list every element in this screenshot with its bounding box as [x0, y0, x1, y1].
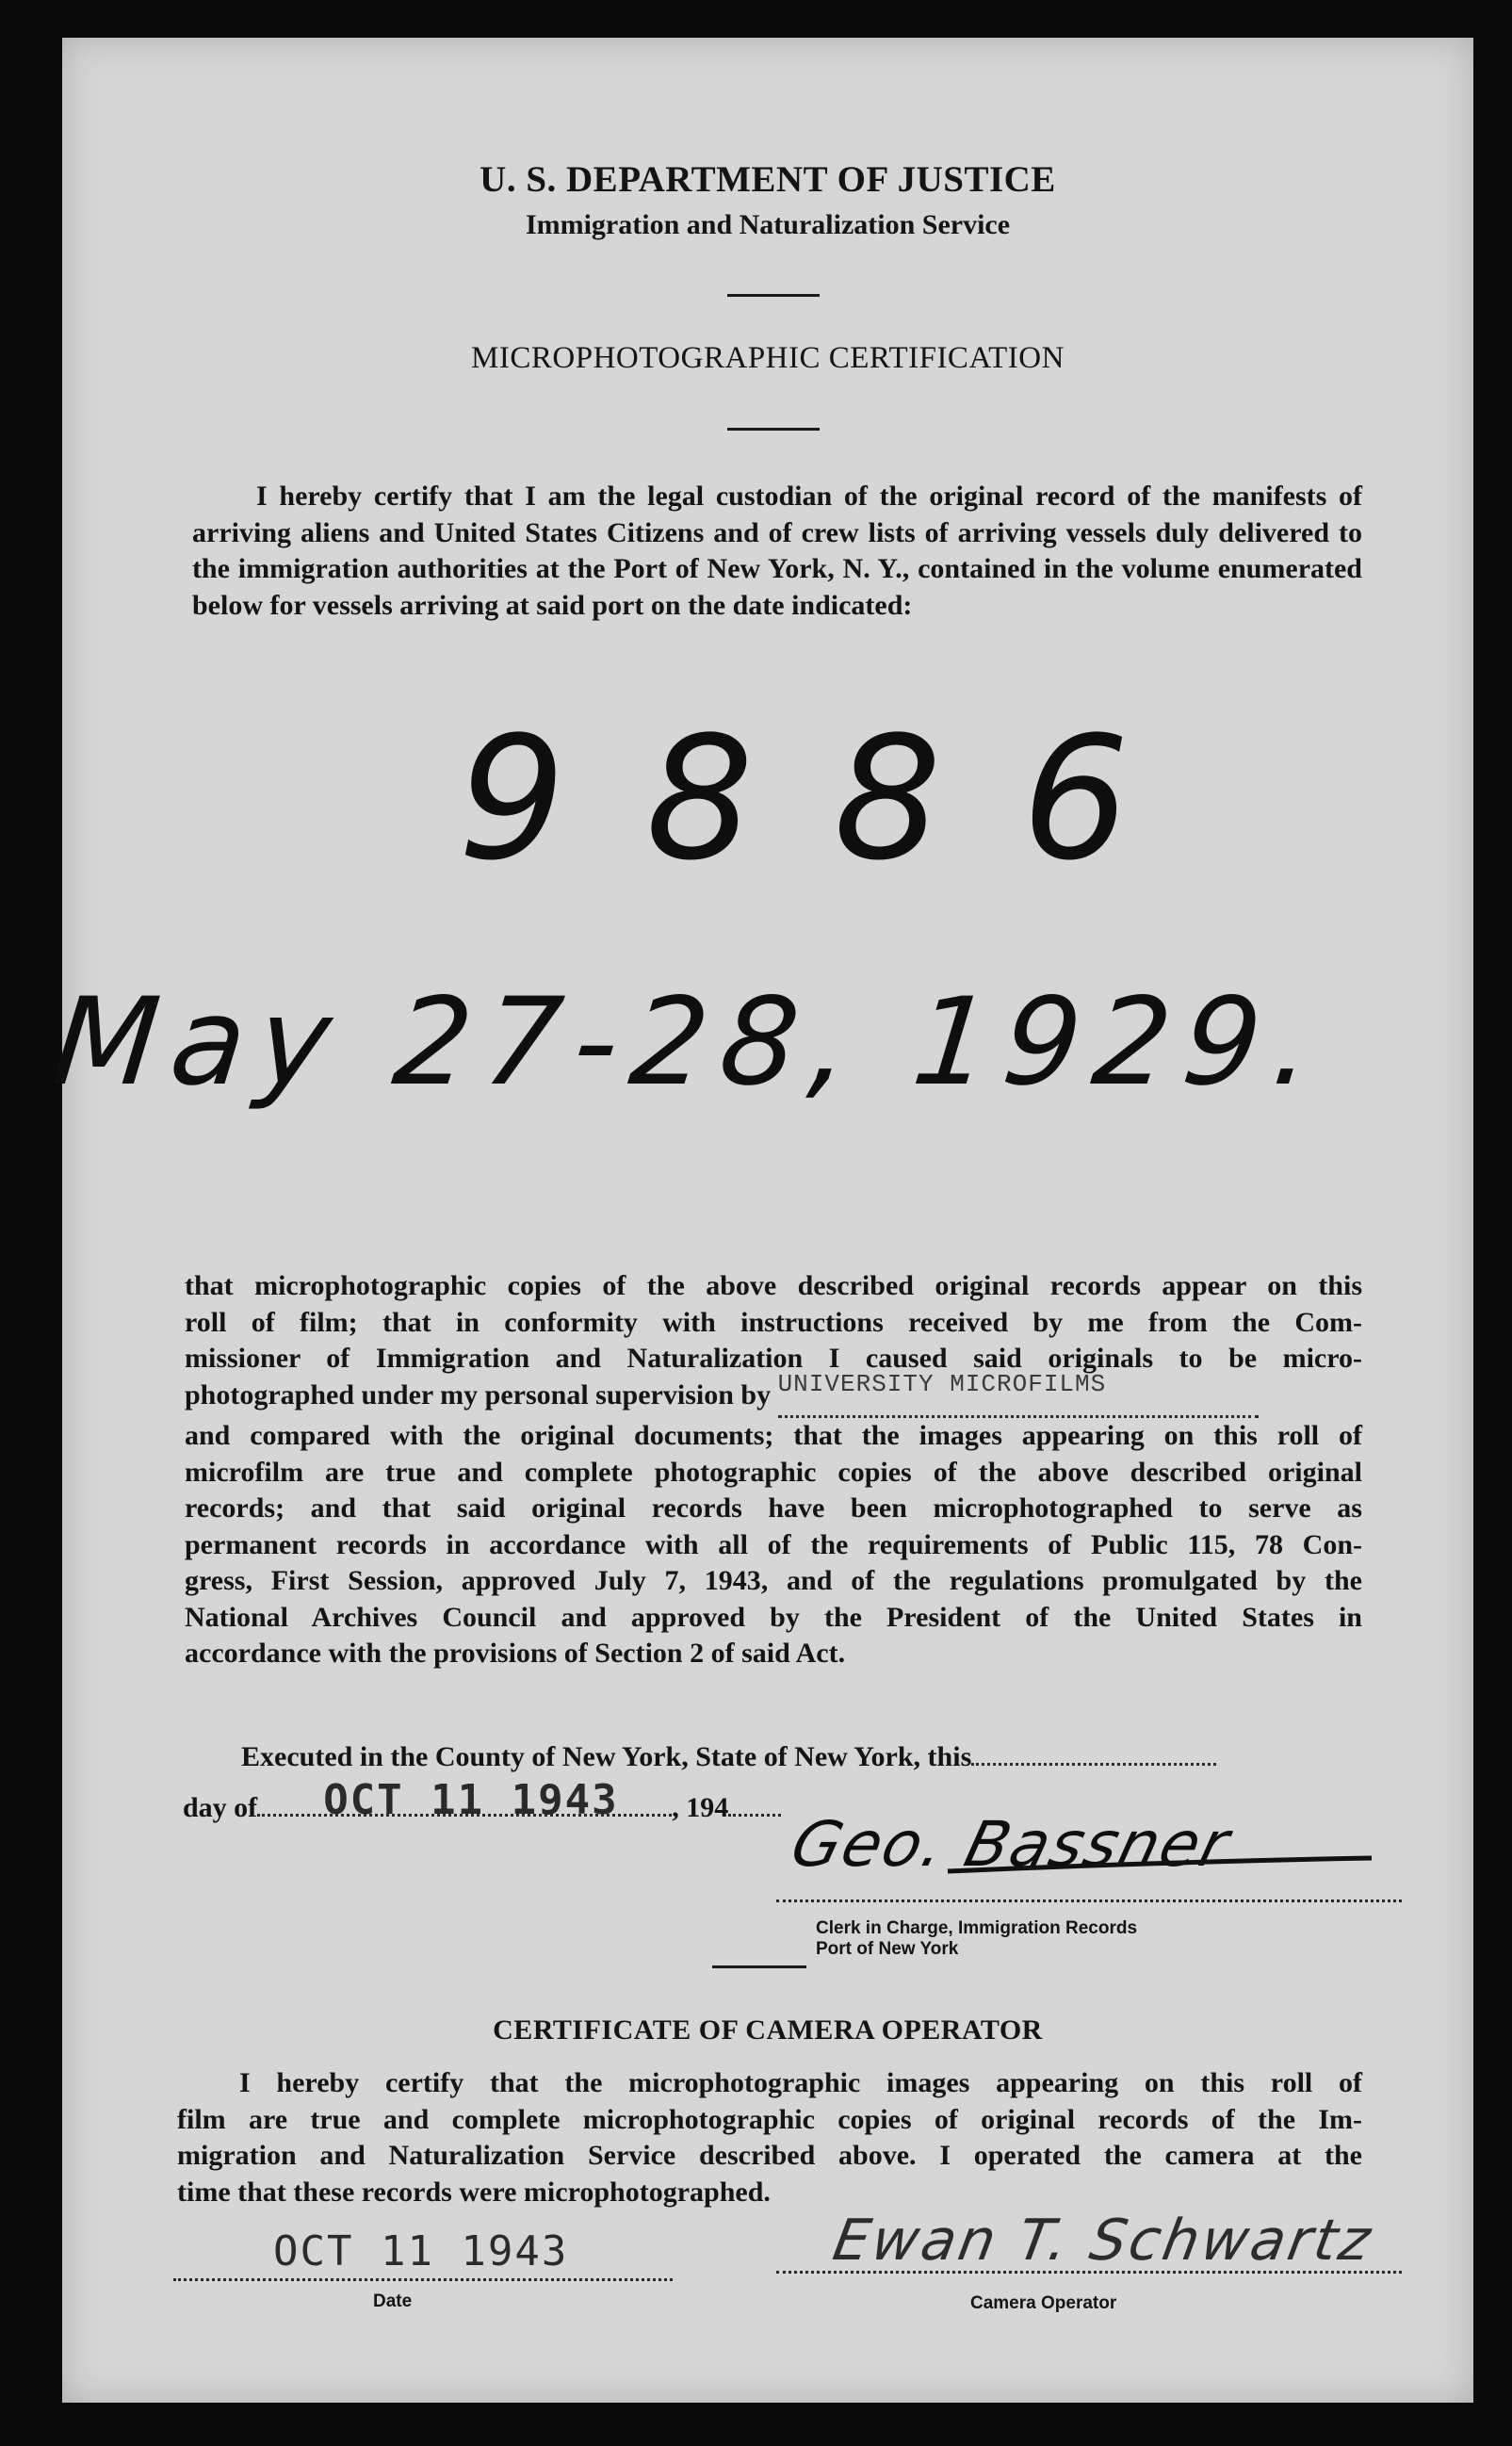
body-line: accordance with the provisions of Section 2 of said Act. [185, 1638, 846, 1669]
clerk-signature-text: Geo. Bassner [784, 1807, 1238, 1881]
year-prefix: 194 [686, 1792, 729, 1823]
certificate-sheet [46, 38, 1473, 2403]
certification-body [185, 1268, 1362, 1672]
date-handwritten-text: May 27-28, 1929. [46, 972, 1333, 1113]
clerk-location: Port of New York [816, 1939, 959, 1959]
day-of-label: day of [183, 1792, 258, 1823]
supervision-line [185, 1369, 1362, 1419]
date-handwritten [46, 914, 1471, 1197]
operator-label: Camera Operator [970, 2293, 1117, 2313]
body-line: permanent records in accordance with all of the requirements of Public 115, 78 Con- [185, 1528, 1362, 1560]
volume-number-handwritten [458, 660, 1268, 905]
camera-operator-title: CERTIFICATE OF CAMERA OPERATOR [493, 2014, 1043, 2046]
department-heading: U. S. DEPARTMENT OF JUSTICE [480, 159, 1056, 200]
supervisor-typed: UNIVERSITY MICROFILMS [777, 1369, 1107, 1398]
operator-line: I hereby certify that the microphotographic images appearing on this roll of [239, 2067, 1362, 2098]
divider [727, 294, 820, 297]
service-subheading: Immigration and Naturalization Service [525, 209, 1011, 240]
date-label: Date [373, 2291, 413, 2311]
operator-signature-text: Ewan T. Schwartz [828, 2208, 1378, 2274]
body-line: missioner of Immigration and Naturalization I caused said originals to be micro- [185, 1343, 1362, 1374]
operator-line: time that these records were microphotographed. [177, 2176, 771, 2208]
clerk-signature-line [776, 1900, 1402, 1902]
volume-number-text: 9886 [458, 701, 1211, 898]
clerk-title-block [816, 1918, 1137, 1960]
intro-paragraph: I hereby certify that I am the legal custodian of the original record of the manifests of arriving aliens and United States Citizens and of crew lists of arriving vessels duly delivered to the immigration authorities at the Port of New York, N. Y., contained in the volume enumerated below for vessels arriving at said port on the date indicated: [192, 481, 1362, 621]
day-of-line: day of OCT 11 1943 , 194 [183, 1792, 781, 1824]
operator-line: film are true and complete microphotographic copies of original records of the Im- [177, 2103, 1362, 2135]
clerk-title: Clerk in Charge, Immigration Records [816, 1918, 1138, 1938]
body-line: records; and that said original records have been microphotographed to serve as [185, 1492, 1362, 1524]
year-field [728, 1814, 781, 1817]
body-line: microfilm are true and complete photographic copies of the above described original [185, 1456, 1362, 1488]
operator-signature-line [776, 2271, 1402, 2274]
body-line: and compared with the original documents; that the images appearing on this roll of [185, 1420, 1362, 1451]
body-line: roll of film; that in conformity with instructions received by me from the Com- [185, 1306, 1362, 1338]
supervisor-field [777, 1369, 1259, 1419]
supervision-label: photographed under my personal supervision by [185, 1378, 772, 1411]
date-stamp: OCT 11 1943 [323, 1776, 619, 1824]
divider [727, 428, 820, 431]
body-line: that microphotographic copies of the above described original records appear on this [185, 1270, 1362, 1301]
operator-date-stamp: OCT 11 1943 [273, 2227, 569, 2275]
operator-line: migration and Naturalization Service described above. I operated the camera at the [177, 2140, 1362, 2171]
body-line: gress, First Session, approved July 7, 1943, and of the regulations promulgated by the [185, 1565, 1362, 1596]
date-line [173, 2278, 673, 2281]
executed-day-field [971, 1763, 1216, 1766]
executed-text: Executed in the County of New York, State of New York, this [241, 1741, 972, 1772]
certification-title: MICROPHOTOGRAPHIC CERTIFICATION [471, 341, 1065, 375]
clerk-signature [784, 1792, 1390, 1896]
body-line: National Archives Council and approved by the President of the United States in [185, 1601, 1362, 1633]
divider [712, 1965, 806, 1968]
executed-line [241, 1741, 1216, 1773]
